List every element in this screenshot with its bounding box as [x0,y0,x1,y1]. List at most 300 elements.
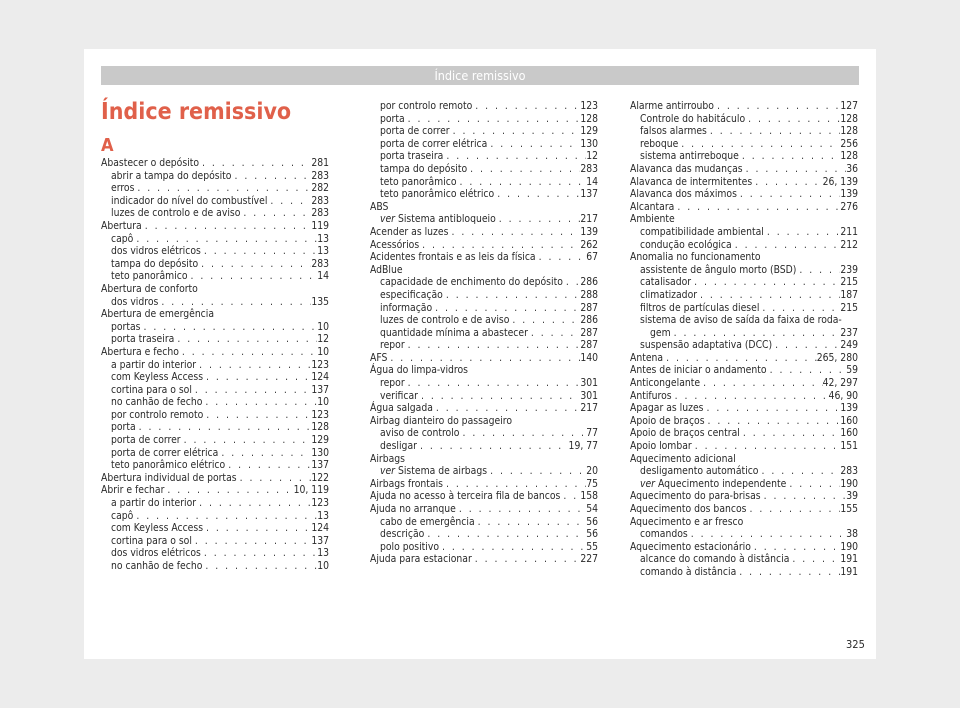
index-page-ref: 10 [317,396,329,409]
index-term-text: Apoio lombar [630,440,692,453]
index-entry [630,415,858,428]
index-term [101,245,201,258]
dot-leader [467,163,580,176]
index-term-text: a partir do interior [111,497,197,510]
index-entry [630,364,858,377]
index-page-ref: 286 [580,276,598,289]
dot-leader [703,402,840,415]
index-term-text: condução ecológica [640,238,732,251]
index-term [370,440,417,453]
index-term [101,434,181,447]
dot-leader [174,333,317,346]
index-term [630,150,739,163]
dot-leader [563,276,580,289]
index-entry [630,553,858,566]
index-entry [101,359,329,372]
index-page-ref: 77 [586,427,598,440]
index-entry [101,220,329,233]
index-entry [101,182,329,195]
index-page-ref: 75 [586,477,598,490]
dot-leader [405,113,581,126]
index-term-text: polo positivo [380,540,440,553]
dot-leader [158,296,311,309]
index-term [370,163,467,176]
index-page-ref: 281 [311,157,329,169]
dot-leader [472,553,581,566]
index-entry [101,258,329,271]
index-term-text: tampa do depósito [380,162,468,175]
dot-leader [240,207,311,220]
index-entry [630,478,858,491]
index-term [370,516,475,529]
dot-leader [192,535,311,548]
index-term [101,371,203,384]
index-page-ref: 10 [317,320,329,333]
index-page-ref: 217 [580,213,598,226]
index-page-ref: 155 [840,503,858,515]
index-entry [370,402,598,415]
index-page-ref: 130 [311,446,329,459]
index-entry [370,264,598,277]
dot-leader [663,352,817,365]
index-page-ref: 287 [580,326,598,339]
index-term-text: Abrir e fechar [101,484,165,497]
index-term [630,516,743,529]
index-page-ref: 265, 280 [816,351,858,364]
dot-leader [164,484,293,497]
index-entry [630,176,858,189]
index-term-text: Airbags [370,452,405,465]
index-entry [370,226,598,239]
index-term-text: Abastecer o depósito [101,157,200,169]
index-page-ref: 190 [840,540,858,553]
index-term-text: capacidade de enchimento do depósito [380,276,563,289]
index-term [101,233,133,246]
index-term [630,138,678,151]
index-entry [630,516,858,529]
dot-leader [450,125,581,138]
index-page-ref: 59 [846,364,858,377]
index-term [370,453,405,466]
index-term-text: Aquecimento adicional [630,452,736,465]
index-term [630,289,697,302]
index-page-ref: 56 [586,528,598,541]
index-term [370,339,405,352]
index-entry [630,125,858,138]
index-term-text: alcance do comando à distância [640,553,790,566]
index-term-text: repor [380,339,405,352]
dot-leader [136,421,312,434]
index-entry [370,503,598,516]
index-term-text: teto panorâmico elétrico [380,188,495,201]
index-term-text: cortina para o sol [111,383,192,396]
index-page-ref: 135 [311,295,329,308]
index-entry [101,321,329,334]
index-page-ref: 19, 77 [568,440,598,453]
index-page-ref: 39 [846,490,858,503]
index-entry [101,233,329,246]
index-term-text: Abertura de conforto [101,282,198,295]
index-entry [630,100,858,113]
dot-leader [736,566,840,579]
index-term [630,213,675,226]
index-term [630,251,761,264]
index-page-ref: 130 [580,137,598,150]
index-term [630,541,751,554]
index-entry [370,176,598,189]
index-entry [370,364,598,377]
dot-leader [459,427,586,440]
index-entry [370,239,598,252]
index-term-text: Antes de iniciar o andamento [630,364,767,377]
index-entry [370,289,598,302]
index-term [370,251,536,264]
index-page-ref: 12 [586,150,598,163]
page-title: Índice remissivo [101,99,292,125]
index-term-text: Airbag dianteiro do passageiro [370,414,512,427]
dot-leader [231,170,311,183]
index-term-text: Controle do habitáculo [640,112,746,125]
index-term [370,415,512,428]
index-term [630,226,764,239]
index-page-ref: 36 [846,162,858,175]
index-entry [630,427,858,440]
dot-leader [560,490,580,503]
index-term [630,239,732,252]
dot-leader [237,472,312,485]
index-term [101,535,192,548]
index-term [101,321,141,334]
dot-leader [494,188,580,201]
index-entry [370,516,598,529]
index-term [101,270,188,283]
dot-leader [133,510,317,523]
index-page-ref: 13 [317,547,329,560]
index-term-text: porta [111,421,136,434]
dot-leader [714,100,840,113]
index-page-ref: 187 [840,288,858,301]
index-entry [630,453,858,466]
index-page-ref: 283 [311,194,329,207]
index-entry [630,213,858,226]
index-entry [101,207,329,220]
index-entry [101,346,329,359]
dot-leader [199,157,311,170]
dot-leader [674,201,840,214]
index-term [630,276,691,289]
index-column-1 [101,157,329,573]
index-entry [101,409,329,422]
index-term-text: Alarme antirroubo [630,100,714,112]
index-term [101,459,225,472]
index-term-text: porta de correr elétrica [111,446,219,459]
index-entry [630,201,858,214]
index-term [630,478,786,491]
index-entry [101,535,329,548]
index-term [370,478,443,491]
index-term [630,415,705,428]
index-term [101,359,196,372]
index-term [101,207,240,220]
index-term-text: AFS [370,351,388,364]
index-page-ref: 20 [586,465,598,478]
index-entry [101,170,329,183]
index-term-text: abrir a tampa do depósito [111,169,232,182]
index-entry [630,541,858,554]
dot-leader [443,150,586,163]
index-term [630,528,688,541]
dot-leader [764,226,840,239]
index-entry [370,163,598,176]
index-term-text: Alavanca das mudanças [630,162,743,175]
index-term [370,276,563,289]
dot-leader [487,465,586,478]
index-term [101,510,133,523]
index-term [630,390,672,403]
index-term-text: comando à distância [640,565,737,578]
dot-leader [528,327,580,340]
index-entry [101,497,329,510]
index-page-ref: 127 [840,100,858,112]
dot-leader [688,528,846,541]
index-entry [101,384,329,397]
dot-leader [225,459,311,472]
index-term [630,314,842,327]
index-term-text: capô [111,232,134,245]
index-entry [101,245,329,258]
index-term-text: Aquecimento independente [657,477,787,490]
index-entry [101,396,329,409]
index-page-ref: 119 [311,219,329,232]
index-entry [101,371,329,384]
index-entry [101,270,329,283]
index-term [630,176,752,189]
index-term-text: tampa do depósito [111,257,199,270]
index-page-ref: 13 [317,509,329,522]
index-term [370,176,457,189]
index-term-text: dos vidros [111,295,159,308]
index-term [101,296,158,309]
index-term-text: porta de correr elétrica [380,137,488,150]
index-page-ref: 55 [586,540,598,553]
index-term-text: filtros de partículas diesel [640,301,760,314]
index-term [101,333,174,346]
index-term [630,302,759,315]
dot-leader [759,302,840,315]
index-term [370,125,450,138]
see-reference: ver [640,477,655,490]
index-term-text: verificar [380,389,418,402]
index-page-ref: 286 [580,314,598,327]
index-term-text: Ajuda para estacionar [370,553,472,566]
index-term-text: erros [111,182,135,195]
dot-leader [188,270,318,283]
dot-leader [536,251,587,264]
index-entry [101,333,329,346]
index-term-text: Abertura individual de portas [101,471,237,484]
index-entry [370,453,598,466]
index-term-text: com Keyless Access [111,522,204,535]
dot-leader [457,176,587,189]
dot-leader [475,516,587,529]
index-entry [630,239,858,252]
index-entry [101,484,329,497]
index-term-text: Aquecimento e ar fresco [630,515,744,528]
index-term-text: dos vidros elétricos [111,245,201,258]
index-page-ref: 211 [840,225,858,238]
index-entry [101,459,329,472]
dot-leader [203,409,311,422]
index-term-text: por controlo remoto [380,100,473,112]
index-term [370,402,433,415]
index-term-text: Ajuda no arranque [370,503,456,515]
index-page-ref: 139 [840,188,858,201]
index-term [370,314,509,327]
index-entry [630,276,858,289]
index-page-ref: 128 [580,112,598,125]
index-term-text: porta [380,112,405,125]
index-page-ref: 13 [317,245,329,258]
index-term [370,188,494,201]
index-entry [101,560,329,573]
index-page-ref: 301 [580,389,598,402]
index-term-text: Acessórios [370,238,420,251]
dot-leader [472,100,580,113]
index-term [101,170,231,183]
index-entry [101,283,329,296]
index-page-ref: 287 [580,339,598,352]
dot-leader [203,371,311,384]
index-page-ref: 139 [840,402,858,415]
index-entry [370,125,598,138]
index-entry [370,251,598,264]
index-term [101,157,199,170]
dot-leader [739,150,840,163]
dot-leader [443,289,580,302]
index-term-text: a partir do interior [111,358,197,371]
index-term-text: Antifuros [630,389,672,402]
index-term [101,384,192,397]
dot-leader [758,465,840,478]
index-term [630,440,692,453]
index-page-ref: 276 [840,200,858,213]
index-term-text: Ambiente [630,213,675,226]
dot-leader [691,276,840,289]
index-term [370,503,456,516]
index-page-ref: 67 [586,251,598,264]
index-entry [630,465,858,478]
index-term-text: Água salgada [370,402,433,415]
dot-leader [705,415,841,428]
dot-leader [439,541,586,554]
index-page-ref: 129 [311,434,329,447]
index-entry [370,138,598,151]
index-column-3 [630,100,858,579]
index-term [630,427,740,440]
index-entry [370,541,598,554]
dot-leader [443,478,586,491]
index-term [101,220,142,233]
dot-leader [387,352,580,365]
index-term-text: teto panorâmico [380,175,457,188]
index-term-text: dos vidros elétricos [111,547,201,560]
index-term [370,377,405,390]
index-page-ref: 42, 297 [822,377,858,390]
index-page-ref: 56 [586,515,598,528]
index-entry [630,314,858,327]
dot-leader [672,390,829,403]
index-term [370,352,387,365]
index-entry [630,339,858,352]
index-term [370,465,487,478]
index-entry [370,327,598,340]
index-term [630,339,772,352]
index-term-text: Sistema antibloqueio [397,213,496,226]
dot-leader [487,138,580,151]
index-term [370,528,424,541]
index-page-ref: 137 [311,383,329,396]
index-page-ref: 227 [580,553,598,566]
index-page-ref: 283 [311,257,329,270]
index-term [101,522,203,535]
index-term-text: ABS [370,200,389,213]
index-page-ref: 262 [580,238,598,251]
index-term-text: por controlo remoto [111,408,204,421]
index-page-ref: 151 [840,440,858,453]
index-term [630,163,743,176]
index-page-ref: 301 [580,377,598,390]
index-term-text: Sistema de airbags [397,465,488,478]
index-term [101,484,164,497]
index-term-text: descrição [380,528,425,541]
index-term-text: Alcantara [630,200,675,213]
index-term [370,289,443,302]
dot-leader [417,440,569,453]
index-page-ref: 12 [317,333,329,346]
index-page-ref: 256 [840,137,858,150]
index-page-ref: 123 [311,408,329,421]
index-term-text: compatibilidade ambiental [640,225,764,238]
index-term-text: Acidentes frontais e as leis da física [370,251,536,264]
index-entry [101,472,329,485]
index-page-ref: 128 [840,125,858,138]
see-reference: ver [380,213,395,226]
index-term-text: Apoio de braços [630,414,705,427]
index-page-ref: 283 [311,169,329,182]
index-term [101,421,136,434]
dot-leader [509,314,580,327]
index-term-text: porta traseira [111,333,175,346]
index-term-text: Abertura de emergência [101,308,215,321]
index-term [101,308,214,321]
index-term-text: comandos [640,528,688,541]
dot-leader [196,359,311,372]
index-term-text: com Keyless Access [111,371,204,384]
dot-leader [405,339,581,352]
index-term [370,226,448,239]
index-term-text: cortina para o sol [111,534,192,547]
index-term-text: luzes de controlo e de aviso [111,207,241,220]
index-page-ref: 26, 139 [822,175,858,188]
dot-leader [142,220,312,233]
dot-leader [198,258,311,271]
index-entry [630,352,858,365]
index-page-ref: 283 [580,162,598,175]
index-entry [101,434,329,447]
index-page-ref: 123 [580,100,598,112]
index-term [101,396,202,409]
dot-leader [448,226,580,239]
